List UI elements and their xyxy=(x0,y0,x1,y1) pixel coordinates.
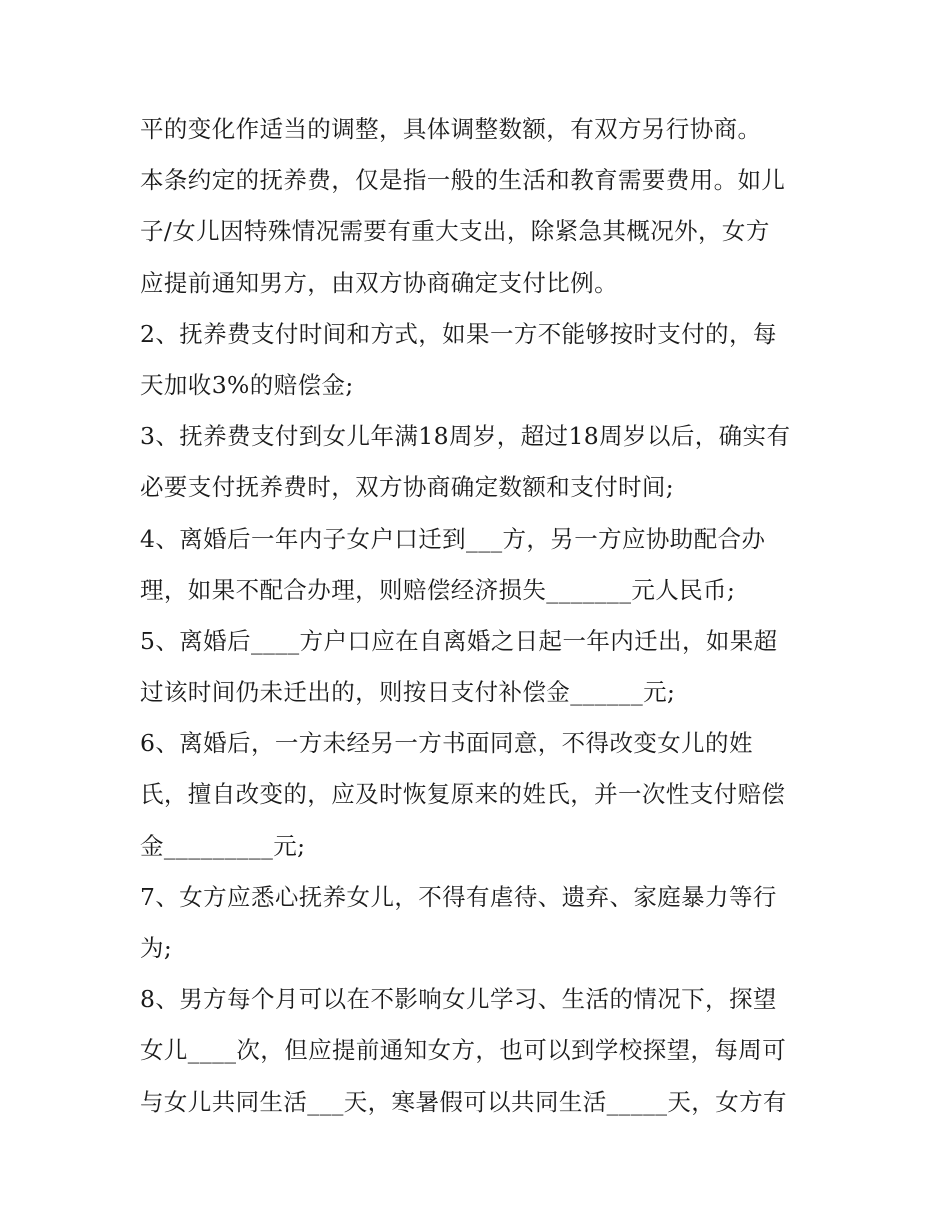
text-line: 7、女方应悉心抚养女儿，不得有虐待、遗弃、家庭暴力等行 xyxy=(140,882,777,911)
text-line: 与女儿共同生活___天，寒暑假可以共同生活_____天，女方有 xyxy=(140,1087,787,1116)
text-line: 平的变化作适当的调整，具体调整数额，有双方另行协商。 xyxy=(140,115,762,143)
text-line: 过该时间仍未迁出的，则按日支付补偿金______元; xyxy=(140,678,676,707)
text-line: 应提前通知男方，由双方协商确定支付比例。 xyxy=(140,268,618,297)
text-line: 8、男方每个月可以在不影响女儿学习、生活的情况下，探望 xyxy=(140,985,777,1014)
text-line: 2、抚养费支付时间和方式，如果一方不能够按时支付的，每 xyxy=(140,319,777,348)
text-line: 氏，擅自改变的，应及时恢复原来的姓氏，并一次性支付赔偿 xyxy=(140,780,786,809)
text-line: 子/女儿因特殊情况需要有重大支出，除紧急其概况外，女方 xyxy=(140,217,770,246)
text-line: 3、抚养费支付到女儿年满18周岁，超过18周岁以后，确实有 xyxy=(140,422,791,451)
text-line: 天加收3%的赔偿金; xyxy=(140,370,354,399)
text-line: 理，如果不配合办理，则赔偿经济损失_______元人民币; xyxy=(140,575,736,604)
text-line: 4、离婚后一年内子女户口迁到___方，另一方应协助配合办 xyxy=(140,524,766,553)
text-line: 金_________元; xyxy=(140,831,306,860)
text-line: 5、离婚后____方户口应在自离婚之日起一年内迁出，如果超 xyxy=(140,626,778,655)
text-line: 女儿____次，但应提前通知女方，也可以到学校探望，每周可 xyxy=(140,1036,787,1065)
text-line: 为; xyxy=(140,934,173,962)
text-line: 本条约定的抚养费，仅是指一般的生活和教育需要费用。如儿 xyxy=(140,166,786,195)
document-body xyxy=(140,104,820,1128)
text-line: 6、离婚后，一方未经另一方书面同意，不得改变女儿的姓 xyxy=(140,729,753,758)
text-line: 必要支付抚养费时，双方协商确定数额和支付时间; xyxy=(140,473,675,502)
